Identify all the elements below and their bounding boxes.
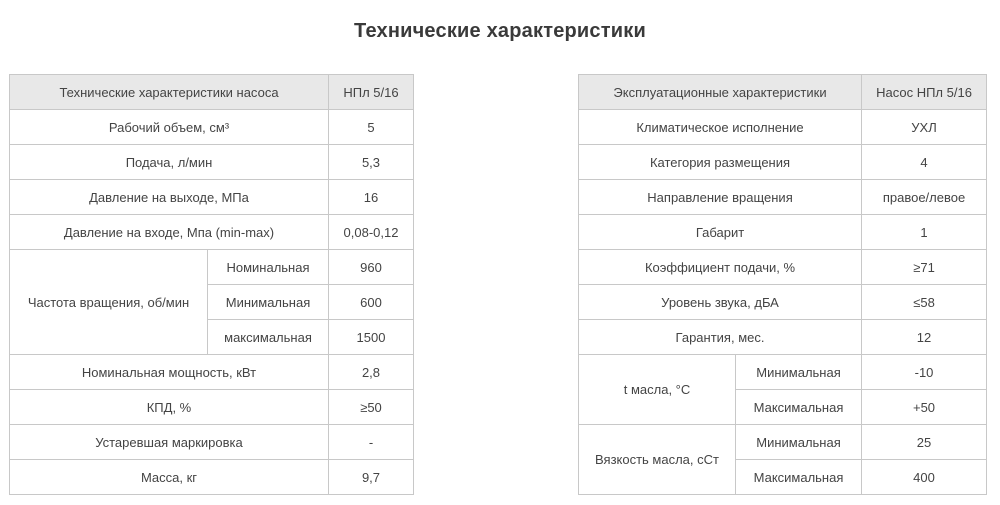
row-label: Категория размещения	[579, 145, 862, 180]
row-value: 960	[329, 250, 414, 285]
group-label: Вязкость масла, сСт	[579, 425, 736, 495]
row-label: Направление вращения	[579, 180, 862, 215]
row-value: 0,08-0,12	[329, 215, 414, 250]
row-label: Давление на входе, Мпа (min-max)	[10, 215, 329, 250]
table-row	[10, 110, 414, 145]
row-value: 1	[862, 215, 987, 250]
sub-label: Минимальная	[208, 285, 329, 320]
row-value: 5	[329, 110, 414, 145]
table-row	[10, 355, 414, 390]
operating-specs-table	[578, 74, 987, 495]
row-value: -10	[862, 355, 987, 390]
row-value: ≥50	[329, 390, 414, 425]
row-value: -	[329, 425, 414, 460]
row-label: Масса, кг	[10, 460, 329, 495]
row-value: 1500	[329, 320, 414, 355]
group-label: t масла, °С	[579, 355, 736, 425]
header-cell: Эксплуатационные характеристики	[579, 75, 862, 110]
row-value: 5,3	[329, 145, 414, 180]
table-row	[579, 110, 987, 145]
table-row	[579, 425, 987, 460]
sub-label: Минимальная	[736, 425, 862, 460]
table-row	[579, 215, 987, 250]
row-label: Габарит	[579, 215, 862, 250]
row-label: Гарантия, мес.	[579, 320, 862, 355]
table-row	[579, 180, 987, 215]
table-row	[10, 250, 414, 285]
table-header-row	[10, 75, 414, 110]
sub-label: Номинальная	[208, 250, 329, 285]
row-value: 16	[329, 180, 414, 215]
table-row	[579, 355, 987, 390]
sub-label: Максимальная	[736, 460, 862, 495]
table-row	[10, 145, 414, 180]
row-value: правое/левое	[862, 180, 987, 215]
row-label: Рабочий объем, см³	[10, 110, 329, 145]
row-label: Климатическое исполнение	[579, 110, 862, 145]
table-row	[579, 285, 987, 320]
table-row	[10, 425, 414, 460]
row-value: ≤58	[862, 285, 987, 320]
table-row	[579, 320, 987, 355]
table-row	[10, 390, 414, 425]
row-label: Подача, л/мин	[10, 145, 329, 180]
table-row	[579, 145, 987, 180]
sub-label: Минимальная	[736, 355, 862, 390]
row-value: 12	[862, 320, 987, 355]
row-label: КПД, %	[10, 390, 329, 425]
row-label: Устаревшая маркировка	[10, 425, 329, 460]
row-label: Номинальная мощность, кВт	[10, 355, 329, 390]
page-title: Технические характеристики	[354, 20, 646, 42]
header-cell: Насос НПл 5/16	[862, 75, 987, 110]
sub-label: максимальная	[208, 320, 329, 355]
table-row	[10, 215, 414, 250]
row-value: +50	[862, 390, 987, 425]
table-header-row	[579, 75, 987, 110]
table-row	[10, 180, 414, 215]
row-value: ≥71	[862, 250, 987, 285]
row-value: 600	[329, 285, 414, 320]
group-label: Частота вращения, об/мин	[10, 250, 208, 355]
row-value: 25	[862, 425, 987, 460]
table-row	[579, 250, 987, 285]
row-label: Уровень звука, дБА	[579, 285, 862, 320]
header-cell: Технические характеристики насоса	[10, 75, 329, 110]
pump-specs-table	[9, 74, 414, 495]
row-value: 9,7	[329, 460, 414, 495]
row-label: Коэффициент подачи, %	[579, 250, 862, 285]
row-value: 400	[862, 460, 987, 495]
table-row	[10, 460, 414, 495]
row-value: 4	[862, 145, 987, 180]
sub-label: Максимальная	[736, 390, 862, 425]
header-cell: НПл 5/16	[329, 75, 414, 110]
row-label: Давление на выходе, МПа	[10, 180, 329, 215]
row-value: УХЛ	[862, 110, 987, 145]
row-value: 2,8	[329, 355, 414, 390]
